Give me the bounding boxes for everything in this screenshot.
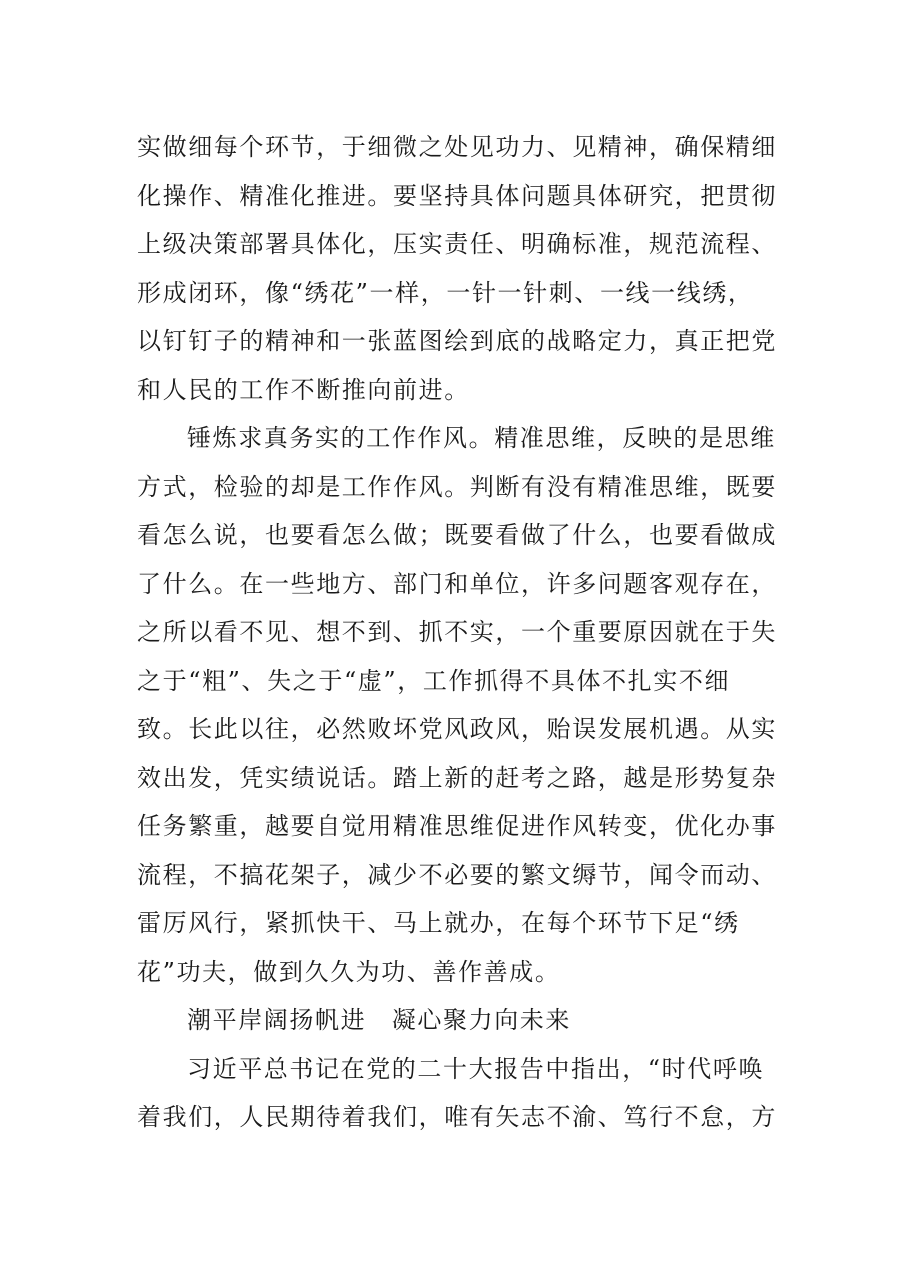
- text-line: 看怎么说，也要看怎么做；既要看做了什么，也要看做成: [137, 521, 777, 549]
- text-line: 着我们，人民期待着我们，唯有矢志不渝、笃行不怠，方: [137, 1103, 777, 1131]
- section-heading: 潮平岸阔扬帆进 凝心聚力向未来: [187, 1006, 571, 1034]
- paragraph-start-line: 锤炼求真务实的工作作风。精准思维，反映的是思维: [187, 424, 776, 452]
- text-line: 以钉钉子的精神和一张蓝图绘到底的战略定力，真正把党: [137, 327, 777, 355]
- text-line: 上级决策部署具体化，压实责任、明确标准，规范流程、: [137, 230, 777, 258]
- text-line: 之所以看不见、想不到、抓不实，一个重要原因就在于失: [137, 618, 777, 646]
- text-line: 和人民的工作不断推向前进。: [137, 375, 470, 404]
- paragraph-start-line: 习近平总书记在党的二十大报告中指出，“时代呼唤: [187, 1054, 765, 1083]
- text-line: 了什么。在一些地方、部门和单位，许多问题客观存在，: [137, 569, 777, 598]
- text-line: 实做细每个环节，于细微之处见功力、见精神，确保精细: [137, 133, 777, 161]
- text-line: 形成闭环，像“绣花”一样，一针一针刺、一线一线绣，: [137, 278, 754, 307]
- text-line: 花”功夫，做到久久为功、善作善成。: [137, 957, 561, 986]
- text-line: 流程，不搞花架子，减少不必要的繁文缛节，闻令而动、: [137, 860, 777, 889]
- text-line: 方式，检验的却是工作作风。判断有没有精准思维，既要: [137, 472, 777, 501]
- text-line: 之于“粗”、失之于“虚”，工作抓得不具体不扎实不细: [137, 666, 731, 695]
- text-line: 化操作、精准化推进。要坚持具体问题具体研究，把贯彻: [137, 181, 777, 210]
- text-line: 效出发，凭实绩说话。踏上新的赶考之路，越是形势复杂: [137, 763, 777, 792]
- body-text: [137, 123, 777, 1142]
- text-line: 致。长此以往，必然败坏党风政风，贻误发展机遇。从实: [137, 715, 777, 743]
- text-line: 雷厉风行，紧抓快干、马上就办，在每个环节下足“绣: [137, 909, 740, 937]
- text-line: 任务繁重，越要自觉用精准思维促进作风转变，优化办事: [137, 812, 777, 840]
